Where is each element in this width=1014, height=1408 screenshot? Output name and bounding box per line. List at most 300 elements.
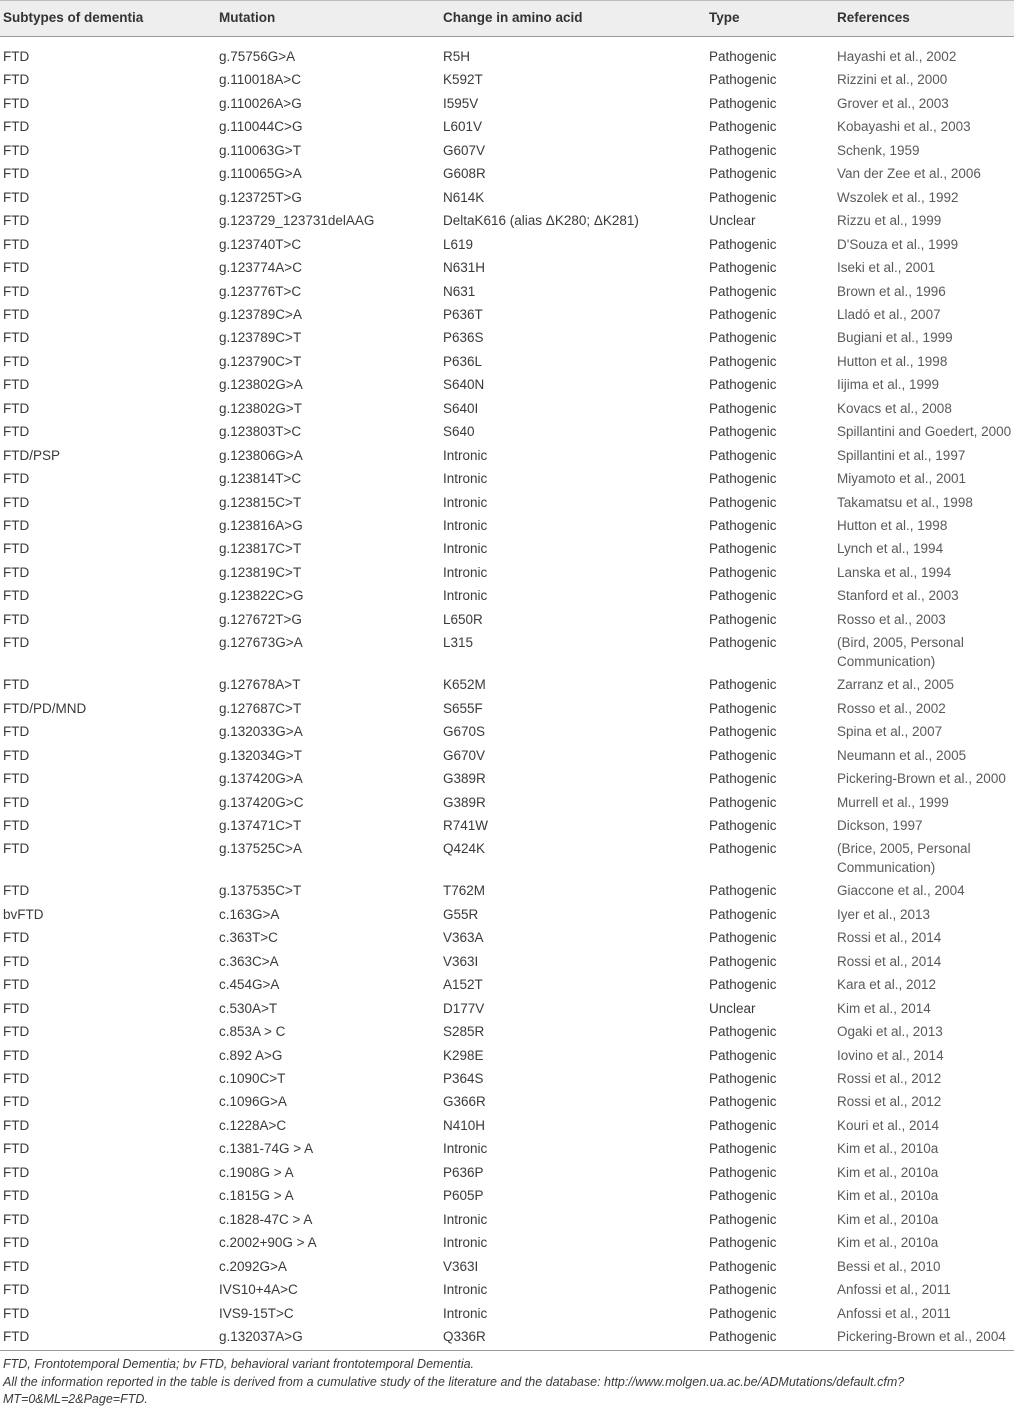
cell-subtype: FTD — [3, 330, 30, 346]
cell-amino-acid: G607V — [443, 142, 486, 158]
cell-amino-acid: N410H — [443, 1117, 486, 1133]
table-row — [0, 352, 1014, 375]
table-row — [0, 816, 1014, 839]
cell-reference: Kim et al., 2010a — [837, 1235, 939, 1251]
cell-type: Pathogenic — [709, 330, 777, 346]
table-row — [0, 586, 1014, 609]
cell-amino-acid: Intronic — [443, 588, 488, 604]
cell-amino-acid: G670V — [443, 747, 486, 763]
table-row — [0, 746, 1014, 769]
cell-amino-acid: D177V — [443, 1000, 485, 1016]
cell-type: Pathogenic — [709, 1235, 777, 1251]
cell-subtype: FTD — [3, 471, 30, 487]
cell-subtype: FTD — [3, 518, 30, 533]
table-row — [0, 375, 1014, 398]
cell-mutation: c.163G>A — [219, 906, 280, 922]
cell-subtype: FTD — [3, 1235, 30, 1251]
cell-subtype: FTD — [3, 189, 30, 205]
cell-amino-acid: N631 — [443, 283, 476, 299]
table-row — [0, 610, 1014, 633]
table-row — [0, 282, 1014, 305]
cell-amino-acid: R5H — [443, 49, 471, 64]
cell-mutation: c.2002+90G > A — [219, 1235, 317, 1251]
cell-type: Pathogenic — [709, 724, 777, 740]
cell-type: Pathogenic — [709, 518, 777, 533]
cell-type: Pathogenic — [709, 771, 777, 787]
cell-type: Pathogenic — [709, 119, 777, 135]
cell-mutation: g.137420G>C — [219, 794, 304, 810]
header-references: References — [837, 10, 910, 25]
cell-reference: Rossi et al., 2014 — [837, 930, 942, 946]
table-row — [0, 1092, 1014, 1115]
cell-subtype: FTD — [3, 747, 30, 763]
table-row — [0, 164, 1014, 187]
cell-reference: Bessi et al., 2010 — [837, 1258, 941, 1274]
cell-subtype: FTD — [3, 213, 30, 229]
cell-reference: Anfossi et al., 2011 — [837, 1282, 951, 1298]
table-row — [0, 258, 1014, 281]
cell-mutation: g.137535C>T — [219, 883, 302, 899]
cell-subtype: FTD — [3, 1094, 30, 1110]
cell-subtype: FTD — [3, 1000, 30, 1016]
cell-reference: Rosso et al., 2002 — [837, 700, 946, 716]
header-type: Type — [709, 10, 740, 25]
table-row — [0, 1304, 1014, 1327]
cell-mutation: g.127678A>T — [219, 677, 301, 693]
cell-subtype: FTD — [3, 95, 30, 111]
cell-subtype: FTD — [3, 883, 30, 899]
cell-subtype: FTD — [3, 817, 30, 833]
table-row — [0, 1280, 1014, 1303]
cell-type: Pathogenic — [709, 611, 777, 627]
table-row — [0, 469, 1014, 492]
cell-type: Pathogenic — [709, 400, 777, 416]
cell-amino-acid: DeltaK616 (alias ΔK280; ΔK281) — [443, 213, 639, 229]
cell-subtype: FTD — [3, 541, 30, 557]
cell-subtype: FTD — [3, 306, 30, 322]
cell-mutation: g.123789C>A — [219, 306, 302, 322]
table-row — [0, 1069, 1014, 1092]
cell-amino-acid: P364S — [443, 1071, 484, 1086]
cell-reference: Rossi et al., 2012 — [837, 1071, 942, 1086]
cell-type: Unclear — [709, 213, 756, 229]
table-row — [0, 47, 1014, 70]
cell-subtype: FTD — [3, 283, 30, 299]
cell-subtype: FTD — [3, 1141, 30, 1157]
cell-mutation: c.1381-74G > A — [219, 1141, 314, 1157]
cell-type: Pathogenic — [709, 794, 777, 810]
cell-reference: Kim et al., 2010a — [837, 1141, 939, 1157]
cell-subtype: FTD — [3, 377, 30, 393]
cell-subtype: FTD — [3, 1211, 30, 1227]
cell-type: Pathogenic — [709, 95, 777, 111]
cell-amino-acid: G55R — [443, 906, 479, 922]
cell-reference: Schenk, 1959 — [837, 142, 920, 158]
cell-amino-acid: K652M — [443, 677, 486, 693]
table-row — [0, 769, 1014, 792]
cell-mutation: c.892 A>G — [219, 1047, 283, 1063]
cell-subtype: bvFTD — [3, 906, 44, 922]
cell-amino-acid: V363I — [443, 953, 479, 969]
cell-subtype: FTD — [3, 930, 30, 946]
cell-reference: Pickering-Brown et al., 2004 — [837, 1328, 1006, 1344]
cell-subtype: FTD — [3, 794, 30, 810]
table-row — [0, 1163, 1014, 1186]
cell-type: Pathogenic — [709, 1282, 777, 1298]
cell-amino-acid: G389R — [443, 794, 486, 810]
cell-amino-acid: P636P — [443, 1164, 484, 1180]
cell-type: Pathogenic — [709, 1071, 777, 1086]
cell-mutation: c.530A>T — [219, 1000, 278, 1016]
table-row — [0, 211, 1014, 234]
cell-reference: Anfossi et al., 2011 — [837, 1305, 951, 1321]
cell-reference: Hutton et al., 1998 — [837, 353, 948, 369]
cell-mutation: c.363T>C — [219, 930, 278, 946]
cell-subtype: FTD — [3, 724, 30, 740]
table-row — [0, 446, 1014, 469]
cell-type: Pathogenic — [709, 142, 777, 158]
cell-reference: Hayashi et al., 2002 — [837, 49, 957, 64]
cell-type: Pathogenic — [709, 1117, 777, 1133]
cell-subtype: FTD — [3, 1164, 30, 1180]
cell-reference: Kim et al., 2014 — [837, 1000, 931, 1016]
cell-type: Pathogenic — [709, 283, 777, 299]
table-row — [0, 928, 1014, 951]
cell-type: Pathogenic — [709, 1094, 777, 1110]
cell-mutation: g.123822C>G — [219, 588, 304, 604]
cell-amino-acid: K592T — [443, 72, 483, 88]
cell-type: Pathogenic — [709, 817, 777, 833]
cell-subtype: FTD — [3, 635, 30, 651]
cell-reference: Giaccone et al., 2004 — [837, 883, 965, 899]
cell-subtype: FTD — [3, 1305, 30, 1321]
cell-amino-acid: Intronic — [443, 447, 488, 463]
table-bottom-rule — [0, 1350, 1014, 1351]
cell-amino-acid: T762M — [443, 883, 486, 899]
cell-subtype: FTD — [3, 166, 30, 182]
table-row — [0, 1116, 1014, 1139]
cell-reference: Spina et al., 2007 — [837, 724, 943, 740]
table-row — [0, 94, 1014, 117]
cell-type: Pathogenic — [709, 588, 777, 604]
cell-amino-acid: P636T — [443, 306, 483, 322]
cell-type: Pathogenic — [709, 564, 777, 580]
table-row — [0, 70, 1014, 93]
table-row — [0, 493, 1014, 516]
header-subtypes: Subtypes of dementia — [3, 10, 144, 25]
cell-reference: Kovacs et al., 2008 — [837, 400, 952, 416]
header-amino-acid-change: Change in amino acid — [443, 10, 583, 25]
cell-amino-acid: N614K — [443, 189, 485, 205]
cell-mutation: g.137471C>T — [219, 817, 302, 833]
table-row — [0, 1327, 1014, 1350]
cell-mutation: g.123790C>T — [219, 353, 302, 369]
cell-type: Pathogenic — [709, 494, 777, 510]
cell-reference: Kim et al., 2010a — [837, 1164, 939, 1180]
cell-type: Pathogenic — [709, 1211, 777, 1227]
cell-amino-acid: A152T — [443, 977, 483, 993]
cell-subtype: FTD — [3, 1047, 30, 1063]
table-row — [0, 675, 1014, 698]
cell-reference: Pickering-Brown et al., 2000 — [837, 771, 1006, 787]
cell-reference: Kara et al., 2012 — [837, 977, 937, 993]
cell-type: Pathogenic — [709, 977, 777, 993]
cell-subtype: FTD — [3, 953, 30, 969]
cell-mutation: g.123802G>A — [219, 377, 303, 393]
cell-type: Pathogenic — [709, 930, 777, 946]
cell-mutation: g.137525C>A — [219, 841, 302, 857]
cell-type: Pathogenic — [709, 883, 777, 899]
cell-amino-acid: G366R — [443, 1094, 486, 1110]
cell-type: Pathogenic — [709, 49, 777, 64]
table-row — [0, 328, 1014, 351]
cell-amino-acid: G608R — [443, 166, 486, 182]
cell-mutation: g.110026A>G — [219, 95, 302, 111]
cell-mutation: c.2092G>A — [219, 1258, 287, 1274]
cell-subtype: FTD — [3, 494, 30, 510]
cell-amino-acid: Intronic — [443, 518, 488, 533]
cell-amino-acid: Intronic — [443, 1305, 488, 1321]
table-row — [0, 539, 1014, 562]
cell-mutation: c.1828-47C > A — [219, 1211, 313, 1227]
cell-mutation: g.123774A>C — [219, 260, 302, 276]
cell-mutation: g.132034G>T — [219, 747, 302, 763]
table-row — [0, 905, 1014, 928]
cell-reference: Rizzini et al., 2000 — [837, 72, 948, 88]
cell-amino-acid: G389R — [443, 771, 486, 787]
cell-reference: Murrell et al., 1999 — [837, 794, 949, 810]
table-row — [0, 141, 1014, 164]
table-row — [0, 117, 1014, 140]
cell-reference: Iyer et al., 2013 — [837, 906, 931, 922]
cell-amino-acid: L650R — [443, 611, 483, 627]
cell-subtype: FTD — [3, 353, 30, 369]
table-row — [0, 975, 1014, 998]
cell-reference: Stanford et al., 2003 — [837, 588, 959, 604]
cell-amino-acid: S640 — [443, 424, 475, 440]
table-row — [0, 633, 1014, 675]
footnote-abbreviations: FTD, Frontotemporal Dementia; bv FTD, behavioral variant frontotemporal Dementia. — [3, 1357, 475, 1371]
cell-mutation: g.123816A>G — [219, 518, 303, 533]
cell-subtype: FTD — [3, 119, 30, 135]
table-row — [0, 422, 1014, 445]
cell-reference: (Brice, 2005, Personal Communication) — [837, 841, 971, 876]
cell-subtype: FTD — [3, 611, 30, 627]
table-row — [0, 1210, 1014, 1233]
cell-amino-acid: S285R — [443, 1024, 485, 1040]
cell-subtype: FTD — [3, 142, 30, 158]
cell-subtype: FTD — [3, 1071, 30, 1086]
table-row — [0, 305, 1014, 328]
table-row — [0, 1257, 1014, 1280]
cell-type: Pathogenic — [709, 306, 777, 322]
table-row — [0, 1139, 1014, 1162]
cell-amino-acid: Q424K — [443, 841, 486, 857]
cell-mutation: g.123725T>G — [219, 189, 302, 205]
cell-reference: Iovino et al., 2014 — [837, 1047, 944, 1063]
cell-mutation: c.1228A>C — [219, 1117, 287, 1133]
cell-type: Pathogenic — [709, 1047, 777, 1063]
cell-type: Pathogenic — [709, 424, 777, 440]
cell-reference: Ogaki et al., 2013 — [837, 1024, 943, 1040]
cell-amino-acid: Intronic — [443, 1211, 488, 1227]
cell-amino-acid: R741W — [443, 817, 489, 833]
cell-subtype: FTD — [3, 72, 30, 88]
cell-subtype: FTD — [3, 236, 30, 252]
cell-type: Pathogenic — [709, 841, 777, 857]
cell-reference: Van der Zee et al., 2006 — [837, 166, 981, 182]
table-row — [0, 839, 1014, 881]
cell-mutation: c.1090C>T — [219, 1071, 286, 1086]
table-row — [0, 1046, 1014, 1069]
cell-reference: Iseki et al., 2001 — [837, 260, 936, 276]
cell-type: Pathogenic — [709, 166, 777, 182]
cell-mutation: g.123740T>C — [219, 236, 302, 252]
cell-mutation: g.123815C>T — [219, 494, 302, 510]
cell-reference: Rizzu et al., 1999 — [837, 213, 942, 229]
cell-mutation: c.1815G > A — [219, 1188, 294, 1204]
cell-amino-acid: P636S — [443, 330, 484, 346]
cell-type: Pathogenic — [709, 471, 777, 487]
cell-reference: Rossi et al., 2012 — [837, 1094, 942, 1110]
cell-subtype: FTD — [3, 588, 30, 604]
cell-reference: Lladó et al., 2007 — [837, 306, 941, 322]
cell-mutation: c.853A > C — [219, 1024, 286, 1040]
cell-subtype: FTD/PSP — [3, 447, 61, 463]
cell-reference: Iijima et al., 1999 — [837, 377, 940, 393]
cell-mutation: g.123806G>A — [219, 447, 303, 463]
cell-mutation: g.123789C>T — [219, 330, 302, 346]
cell-mutation: g.123802G>T — [219, 400, 302, 416]
cell-mutation: g.132037A>G — [219, 1328, 303, 1344]
cell-reference: Bugiani et al., 1999 — [837, 330, 953, 346]
cell-reference: Grover et al., 2003 — [837, 95, 949, 111]
cell-mutation: g.123819C>T — [219, 564, 302, 580]
cell-type: Pathogenic — [709, 260, 777, 276]
cell-reference: D'Souza et al., 1999 — [837, 236, 959, 252]
cell-reference: Brown et al., 1996 — [837, 283, 946, 299]
cell-subtype: FTD — [3, 1188, 30, 1204]
cell-amino-acid: Intronic — [443, 494, 488, 510]
cell-mutation: c.454G>A — [219, 977, 280, 993]
cell-subtype: FTD — [3, 1282, 30, 1298]
cell-amino-acid: P636L — [443, 353, 483, 369]
cell-type: Pathogenic — [709, 189, 777, 205]
cell-type: Pathogenic — [709, 72, 777, 88]
cell-subtype: FTD — [3, 49, 30, 64]
table-row — [0, 722, 1014, 745]
cell-subtype: FTD — [3, 1117, 30, 1133]
cell-subtype: FTD — [3, 1328, 30, 1344]
cell-subtype: FTD — [3, 564, 30, 580]
cell-subtype: FTD — [3, 1024, 30, 1040]
table-row — [0, 235, 1014, 258]
cell-amino-acid: Intronic — [443, 471, 488, 487]
cell-mutation: g.123729_123731delAAG — [219, 213, 375, 229]
table-row — [0, 399, 1014, 422]
cell-amino-acid: L601V — [443, 119, 483, 135]
cell-mutation: g.75756G>A — [219, 49, 296, 64]
cell-amino-acid: G670S — [443, 724, 486, 740]
cell-type: Pathogenic — [709, 953, 777, 969]
cell-type: Pathogenic — [709, 236, 777, 252]
cell-amino-acid: Intronic — [443, 564, 488, 580]
cell-type: Pathogenic — [709, 1141, 777, 1157]
cell-subtype: FTD — [3, 424, 30, 440]
table-row — [0, 188, 1014, 211]
cell-mutation: g.127673G>A — [219, 635, 303, 651]
cell-type: Pathogenic — [709, 1164, 777, 1180]
cell-mutation: g.123776T>C — [219, 283, 302, 299]
cell-reference: Kouri et al., 2014 — [837, 1117, 940, 1133]
cell-mutation: g.110063G>T — [219, 142, 301, 158]
cell-subtype: FTD — [3, 260, 30, 276]
cell-type: Pathogenic — [709, 677, 777, 693]
cell-reference: Spillantini et al., 1997 — [837, 447, 966, 463]
cell-reference: Kobayashi et al., 2003 — [837, 119, 971, 135]
cell-mutation: g.110065G>A — [219, 166, 302, 182]
cell-type: Pathogenic — [709, 1188, 777, 1204]
cell-amino-acid: Intronic — [443, 541, 488, 557]
cell-mutation: g.110044C>G — [219, 119, 303, 135]
cell-mutation: IVS10+4A>C — [219, 1282, 298, 1298]
cell-amino-acid: L619 — [443, 236, 474, 252]
cell-subtype: FTD — [3, 1258, 30, 1274]
table-header — [0, 0, 1014, 37]
table-row — [0, 881, 1014, 904]
cell-mutation: g.123817C>T — [219, 541, 302, 557]
footnote-source: All the information reported in the table is derived from a cumulative study of the literature and the database: http://www.molgen.ua.ac.be/ADMutations/default.cfm?MT=0&ML=2&Page=FTD. — [3, 1375, 905, 1406]
cell-amino-acid: Q336R — [443, 1328, 486, 1344]
cell-subtype: FTD — [3, 977, 30, 993]
table-row — [0, 952, 1014, 975]
cell-amino-acid: I595V — [443, 95, 479, 111]
cell-amino-acid: Intronic — [443, 1282, 488, 1298]
cell-amino-acid: L315 — [443, 635, 474, 651]
cell-type: Pathogenic — [709, 1258, 777, 1274]
cell-amino-acid: V363I — [443, 1258, 479, 1274]
cell-amino-acid: V363A — [443, 930, 484, 946]
cell-reference: Neumann et al., 2005 — [837, 747, 967, 763]
cell-mutation: g.123814T>C — [219, 471, 302, 487]
cell-type: Pathogenic — [709, 700, 777, 716]
header-mutation: Mutation — [219, 10, 276, 25]
cell-reference: Rossi et al., 2014 — [837, 953, 942, 969]
cell-amino-acid: P605P — [443, 1188, 484, 1204]
cell-reference: Takamatsu et al., 1998 — [837, 494, 973, 510]
cell-reference: Rosso et al., 2003 — [837, 611, 946, 627]
cell-reference: Spillantini and Goedert, 2000 — [837, 424, 1012, 440]
cell-type: Pathogenic — [709, 906, 777, 922]
cell-subtype: FTD — [3, 841, 30, 857]
cell-reference: Kim et al., 2010a — [837, 1188, 939, 1204]
cell-reference: Lynch et al., 1994 — [837, 541, 944, 557]
cell-reference: Miyamoto et al., 2001 — [837, 471, 967, 487]
cell-mutation: IVS9-15T>C — [219, 1305, 294, 1321]
cell-mutation: g.132033G>A — [219, 724, 303, 740]
cell-mutation: g.137420G>A — [219, 771, 303, 787]
cell-reference: Lanska et al., 1994 — [837, 564, 952, 580]
cell-type: Pathogenic — [709, 541, 777, 557]
cell-type: Pathogenic — [709, 1305, 777, 1321]
cell-amino-acid: S640I — [443, 400, 479, 416]
table-row — [0, 999, 1014, 1022]
cell-mutation: g.123803T>C — [219, 424, 302, 440]
cell-amino-acid: S640N — [443, 377, 485, 393]
cell-type: Pathogenic — [709, 447, 777, 463]
cell-type: Pathogenic — [709, 635, 777, 651]
table-row — [0, 1233, 1014, 1256]
